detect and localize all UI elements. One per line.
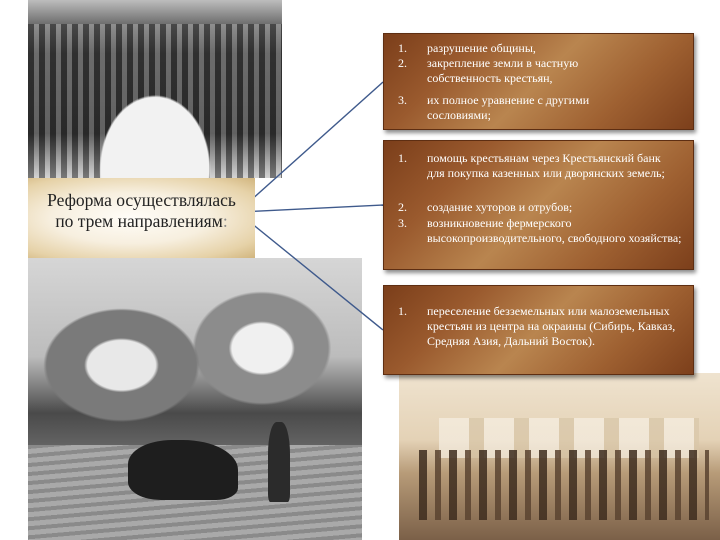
label-colon: :: [222, 211, 228, 231]
list-item: [384, 41, 693, 56]
list-item: [384, 216, 693, 261]
stolypin-portraits-photo: [28, 258, 362, 540]
camp-people: [419, 450, 709, 520]
list-item: [384, 200, 693, 215]
building-roof: [28, 0, 282, 24]
item-text: их полное уравнение с другими сословиями;: [427, 93, 590, 122]
list-item: [384, 56, 693, 86]
item-number: 3.: [398, 93, 407, 107]
label-line-1: Реформа осуществлялась: [47, 190, 236, 210]
item-text: создание хуторов и отрубов;: [427, 200, 573, 214]
list-item: [384, 304, 693, 368]
item-number: 1.: [398, 41, 407, 55]
label-line-2: по трем направлениям: [55, 211, 223, 231]
item-number: 2.: [398, 56, 407, 70]
connector-to-box-2: [240, 205, 383, 212]
plowman-figure: [268, 422, 290, 502]
direction-box-2: [383, 140, 694, 270]
item-number: 2.: [398, 200, 407, 214]
reform-directions-label: [28, 178, 255, 258]
item-text: переселение безземельных или малоземельных крестьян из центра на окраины (Сибирь, Кавказ, Средняя Азия, Дальний Восток).: [427, 304, 676, 348]
item-number: 3.: [398, 216, 407, 230]
horse-with-plow: [128, 440, 238, 500]
direction-box-3: [383, 285, 694, 375]
item-text: разрушение общины,: [427, 41, 536, 55]
item-text: возникновение фермерского высокопроизводительного, свободного хозяйства;: [427, 216, 682, 245]
list-item: [384, 151, 693, 196]
item-number: 1.: [398, 304, 407, 318]
direction-box-1: [383, 33, 694, 130]
item-number: 1.: [398, 151, 407, 165]
item-text: закрепление земли в частную собственность крестьян,: [427, 56, 579, 85]
peasant-group-photo: [28, 0, 282, 178]
item-text: помощь крестьянам через Крестьянский банк для покупка казенных или дворянских земель;: [427, 151, 665, 180]
resettlers-camp-photo: [399, 373, 720, 540]
list-item: [384, 93, 693, 123]
